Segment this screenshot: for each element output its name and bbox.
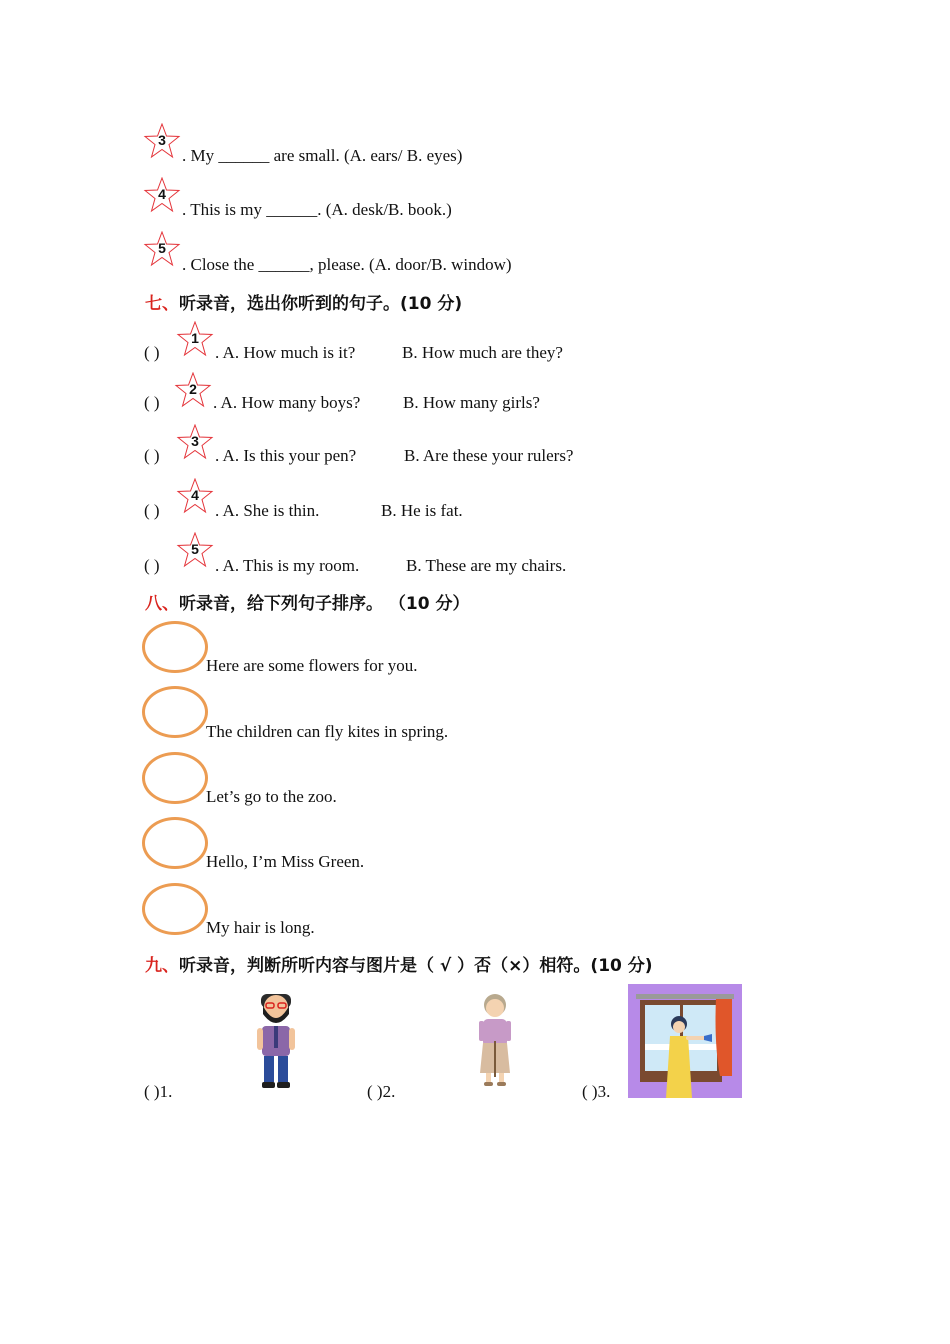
star-number-icon: 4 [176, 478, 214, 516]
section7-heading: 七、听录音，选出你听到的句子。(10 分) [145, 294, 463, 314]
answer-blank[interactable]: ( ) [144, 393, 160, 412]
order-circle[interactable] [142, 883, 208, 935]
sentence-text: Hello, I’m Miss Green. [206, 852, 365, 871]
star-number-icon: 4 [143, 177, 181, 215]
section9-heading: 九、听录音，判断所听内容与图片是（ √ ）否（×）相符。(10 分) [145, 956, 653, 976]
option-b: B. He is fat. [381, 501, 463, 520]
option-a: . A. This is my room. [215, 556, 360, 575]
star-number-icon: 3 [176, 424, 214, 462]
answer-label[interactable]: ( )3. [582, 1082, 611, 1101]
order-circle[interactable] [142, 686, 208, 738]
woman-opening-window-icon [628, 984, 742, 1098]
option-a: . A. She is thin. [215, 501, 320, 520]
option-b: B. Are these your rulers? [404, 446, 574, 465]
option-a: . A. How many boys? [213, 393, 361, 412]
sentence-text: My hair is long. [206, 918, 315, 937]
question-text: . This is my ______. (A. desk/B. book.) [182, 200, 452, 219]
answer-blank[interactable]: ( ) [144, 556, 160, 575]
order-circle[interactable] [142, 817, 208, 869]
star-number-icon: 5 [176, 532, 214, 570]
sentence-text: Here are some flowers for you. [206, 656, 418, 675]
option-a: . A. How much is it? [215, 343, 356, 362]
option-b: B. These are my chairs. [406, 556, 567, 575]
bearded-man-icon [255, 992, 297, 1090]
grandma-icon [476, 993, 514, 1087]
sentence-text: Let’s go to the zoo. [206, 787, 337, 806]
option-b: B. How many girls? [403, 393, 540, 412]
star-number-icon: 2 [174, 372, 212, 410]
question-text: . Close the ______, please. (A. door/B. window) [182, 255, 512, 274]
order-circle[interactable] [142, 621, 208, 673]
answer-label[interactable]: ( )1. [144, 1082, 173, 1101]
answer-blank[interactable]: ( ) [144, 501, 160, 520]
question-text: . My ______ are small. (A. ears/ B. eyes) [182, 146, 463, 165]
star-number-icon: 3 [143, 123, 181, 161]
option-a: . A. Is this your pen? [215, 446, 357, 465]
sentence-text: The children can fly kites in spring. [206, 722, 449, 741]
star-number-icon: 1 [176, 321, 214, 359]
order-circle[interactable] [142, 752, 208, 804]
star-number-icon: 5 [143, 231, 181, 269]
section8-heading: 八、听录音，给下列句子排序。 （10 分） [145, 594, 470, 614]
option-b: B. How much are they? [402, 343, 563, 362]
answer-label[interactable]: ( )2. [367, 1082, 396, 1101]
answer-blank[interactable]: ( ) [144, 446, 160, 465]
answer-blank[interactable]: ( ) [144, 343, 160, 362]
